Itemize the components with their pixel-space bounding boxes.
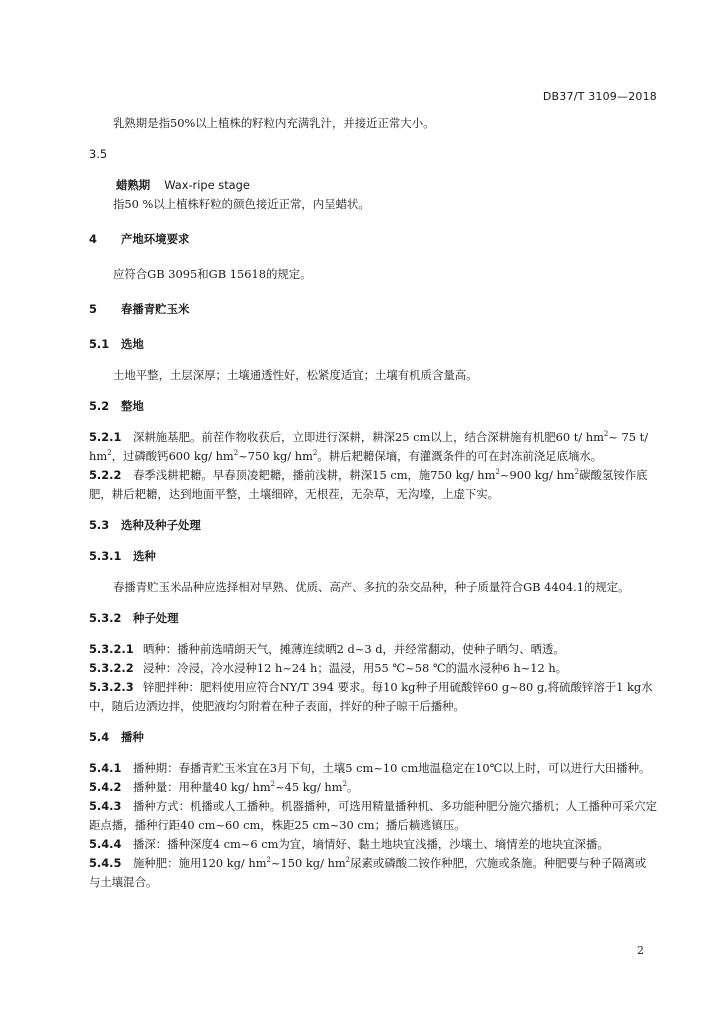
- clause-number: 5.2.1: [89, 430, 122, 444]
- clause-5-4-2: [89, 778, 657, 797]
- clause-title: 播种: [121, 730, 144, 744]
- clause-text: 深耕施基肥。前茬作物收获后，立即进行深耕，耕深25 cm以上，结合深耕施有机肥60 t/ hm: [133, 430, 604, 444]
- clause-5-4-3: [89, 797, 657, 835]
- superscript: 2: [574, 468, 580, 477]
- clause-text: ，过磷酸钙600 kg/ hm: [111, 449, 234, 463]
- superscript: 2: [270, 780, 276, 789]
- clause-title: 选地: [121, 337, 144, 351]
- clause-5-3-2-2: [89, 659, 657, 678]
- clause-text: 播种量：用种量40 kg/ hm: [133, 780, 271, 794]
- clause-text: ~: [608, 430, 618, 444]
- superscript: 2: [603, 430, 609, 439]
- clause-5-3-2-heading: [89, 609, 657, 628]
- clause-text: 75 t/ hm: [89, 430, 649, 463]
- paragraph-wax-ripe-def: 指50 %以上植株籽粒的颜色接近正常，内呈蜡状。: [113, 197, 370, 211]
- clause-text: 浸种：冷浸，冷水浸种12 h~24 h；温浸，用55 ℃~58 ℃的温水浸种6 h~12 h。: [143, 661, 568, 675]
- clause-title: 整地: [121, 399, 144, 413]
- standard-code: DB37/T 3109—2018: [542, 90, 657, 103]
- clause-text: 播种方式：机播或人工播种。机器播种，可选用精量播种机、多功能种肥分施穴播机；人工播种可采穴定距点播，播种行距40 cm~60 cm，株距25 cm~30 cm；播后耥逃镇压。: [89, 799, 657, 832]
- clause-number: 5.4.1: [89, 761, 122, 775]
- clause-5-3-heading: [89, 516, 657, 535]
- clause-title: 选种及种子处理: [121, 518, 201, 532]
- clause-5-4-4: [89, 835, 657, 854]
- clause-number: 5.3: [89, 518, 110, 532]
- clause-number: 3.5: [89, 147, 108, 161]
- superscript: 2: [495, 468, 500, 477]
- clause-number: 5.3.2.1: [89, 642, 134, 656]
- section-4-heading: [89, 230, 657, 249]
- clause-5-2-heading: [89, 397, 657, 416]
- paragraph-variety-selection: 春播青贮玉米品种应选择相对早熟、优质、高产、多抗的杂交品种，种子质量符合GB 4404.1的规定。: [113, 580, 630, 594]
- clause-text: 晒种：播种前选晴朗天气，摊薄连续晒2 d~3 d，并经常翻动，使种子晒匀、晒透。: [143, 642, 565, 656]
- clause-text: 春季浅耕耙耱。早春顶凌耙耱，播前浅耕，耕深15 cm，施750 kg/ hm: [133, 468, 496, 482]
- clause-5-2-2: [89, 466, 657, 504]
- clause-title: 选种: [133, 549, 156, 563]
- superscript: 2: [107, 449, 112, 458]
- clause-text: 锌肥拌种：肥料使用应符合NY/T 394 要求。每10 kg种子用硫酸锌60 g~80 g,将硫酸锌溶于1 kg水中，随后边洒边拌，使肥液均匀附着在种子表面，拌好的种子晾干后播种。: [89, 680, 653, 713]
- clause-text: ~900 kg/ hm: [499, 468, 575, 482]
- section-number: 4: [89, 232, 97, 246]
- clause-5-2-1: [89, 428, 657, 466]
- clause-number: 5.3.2.3: [89, 680, 134, 694]
- superscript: 2: [312, 449, 318, 458]
- clause-5-3-1-heading: [89, 547, 657, 566]
- superscript: 2: [342, 780, 348, 789]
- superscript: 2: [345, 856, 351, 865]
- section-title: 春播青贮玉米: [121, 302, 190, 316]
- clause-number: 5.4.5: [89, 856, 122, 870]
- clause-number: 5.4.4: [89, 837, 122, 851]
- section-title: 产地环境要求: [121, 232, 190, 246]
- paragraph-site-selection: 土地平整，土层深厚；土壤通透性好，松紧度适宜；土壤有机质含量高。: [113, 368, 478, 382]
- section-number: 5: [89, 302, 97, 316]
- clause-number: 5.3.2.2: [89, 661, 134, 675]
- clause-text: 尿素或磷酸二铵作种肥，穴施或条施。种肥要与种子隔离或与土壤混合。: [89, 856, 647, 889]
- clause-number: 5.1: [89, 337, 110, 351]
- paragraph-milk-stage: 乳熟期是指50%以上植株的籽粒内充满乳汁，并接近正常大小。: [113, 116, 435, 130]
- clause-text: 碳酸氢铵作底肥，耕后耙耱，达到地面平整，土壤细碎，无根茬，无杂草，无沟壕，上虚下实。: [89, 468, 648, 501]
- clause-text: 施种肥：施用120 kg/ hm: [133, 856, 267, 870]
- clause-5-4-1: [89, 759, 657, 778]
- term-wax-ripe: [89, 176, 657, 195]
- clause-5-3-2-1: [89, 640, 657, 659]
- clause-text: ~45 kg/ hm: [275, 780, 343, 794]
- superscript: 2: [266, 856, 271, 865]
- clause-number: 5.4.2: [89, 780, 122, 794]
- clause-text: 。耕后耙耱保墒，有灌溉条件的可在封冻前浇足底墒水。: [317, 449, 603, 463]
- document-body: [89, 114, 657, 892]
- clause-number: 5.2.2: [89, 468, 122, 482]
- section-5-heading: [89, 300, 657, 319]
- clause-title: 种子处理: [133, 611, 179, 625]
- clause-text: 播深：播种深度4 cm~6 cm为宜，墒情好、黏土地块宜浅播，沙壤土、墒情差的地块宜深播。: [133, 837, 609, 851]
- term-chinese: 蜡熟期: [116, 178, 151, 192]
- clause-number: 5.4: [89, 730, 110, 744]
- clause-number: 5.4.3: [89, 799, 122, 813]
- clause-text: ~150 kg/ hm: [270, 856, 346, 870]
- clause-5-3-2-3: [89, 678, 657, 716]
- paragraph-environment: 应符合GB 3095和GB 15618的规定。: [113, 267, 312, 281]
- clause-5-4-5: [89, 854, 657, 892]
- page-number: 2: [637, 944, 644, 957]
- clause-5-4-heading: [89, 728, 657, 747]
- term-english: Wax-ripe stage: [164, 178, 250, 192]
- clause-number: 5.2: [89, 399, 110, 413]
- clause-text: ~750 kg/ hm: [238, 449, 313, 463]
- clause-5-1-heading: [89, 335, 657, 354]
- clause-number: 5.3.1: [89, 549, 122, 563]
- clause-text: 播种期：春播青贮玉米宜在3月下旬，土壤5 cm~10 cm地温稳定在10℃以上时，可以进行大田播种。: [133, 761, 651, 775]
- superscript: 2: [233, 449, 239, 458]
- clause-text: 。: [347, 780, 359, 794]
- clause-number: 5.3.2: [89, 611, 122, 625]
- clause-3-5-number: [89, 145, 657, 164]
